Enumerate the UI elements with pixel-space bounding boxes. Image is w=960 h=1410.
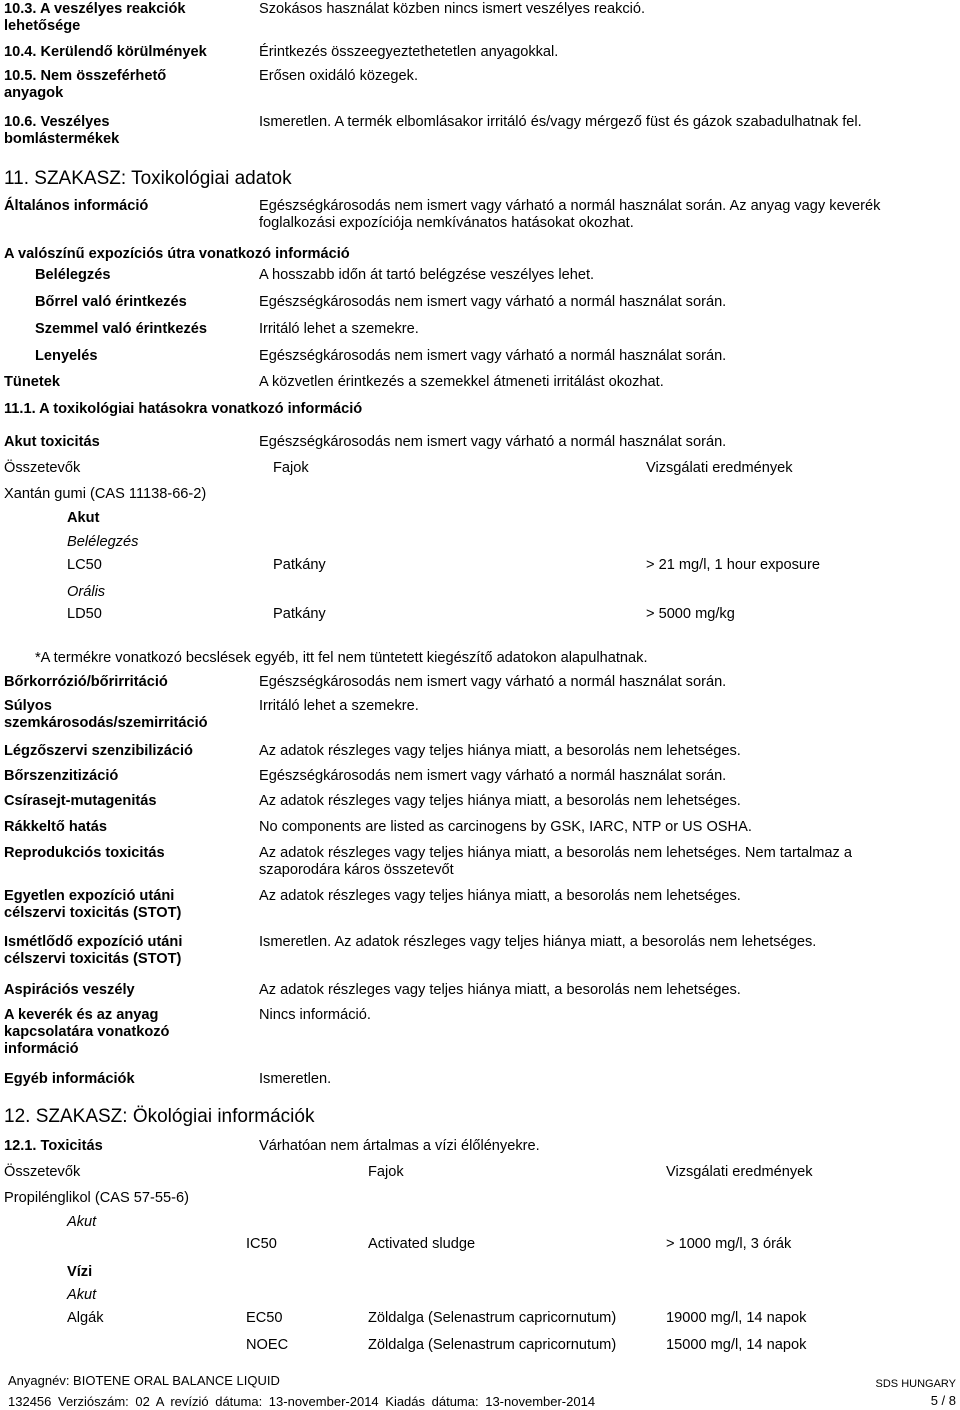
table-component: Xantán gumi (CAS 11138-66-2) (4, 486, 207, 502)
hazard-value: Az adatok részleges vagy teljes hiánya miatt, a besorolás nem lehetséges. Nem tartalmaz a szaporodára káros összetevőt (259, 845, 852, 878)
route-label: Belélegzés (35, 267, 111, 283)
s10-r6-value: Ismeretlen. A termék elbomlásakor irritáló és/vagy mérgező füst és gázok szabadulhatnak fel. (259, 114, 862, 130)
s12-heading: 12. SZAKASZ: Ökológiai információk (4, 1106, 315, 1127)
symptoms-value: A közvetlen érintkezés a szemekkel átmeneti irritálást okozhat. (259, 374, 664, 390)
footer-sds: SDS HUNGARY (875, 1378, 956, 1390)
exposure-heading: A valószínű expozíciós útra vonatkozó információ (4, 246, 350, 262)
toxicity-label: 12.1. Toxicitás (4, 1138, 103, 1154)
eco-component: Propilénglikol (CAS 57-55-6) (4, 1190, 189, 1206)
route-value: Egészségkárosodás nem ismert vagy várható a normál használat során. (259, 294, 727, 310)
table-lc50-species: Patkány (273, 557, 326, 573)
hazard-value: Az adatok részleges vagy teljes hiánya miatt, a besorolás nem lehetséges. (259, 888, 741, 904)
hazard-value: Az adatok részleges vagy teljes hiánya miatt, a besorolás nem lehetséges. (259, 743, 741, 759)
effects-heading: 11.1. A toxikológiai hatásokra vonatkozó információ (4, 401, 363, 417)
eco-col-components: Összetevők (4, 1164, 81, 1180)
hazard-label: Ismétlődő expozíció utáni célszervi toxicitás (STOT) (4, 934, 183, 967)
hazard-value: Az adatok részleges vagy teljes hiánya miatt, a besorolás nem lehetséges. (259, 793, 741, 809)
eco-noec-result: 15000 mg/l, 14 napok (666, 1337, 807, 1353)
hazard-label: Bőrszenzitizáció (4, 768, 119, 784)
acute-value: Egészségkárosodás nem ismert vagy várható a normál használat során. (259, 434, 727, 450)
eco-acute-2: Akut (67, 1287, 97, 1303)
hazard-value: Ismeretlen. Az adatok részleges vagy teljes hiánya miatt, a besorolás nem lehetséges. (259, 934, 817, 950)
table-ld50: LD50 (67, 606, 102, 622)
table-inhalation: Belélegzés (67, 534, 139, 550)
hazard-value: Ismeretlen. (259, 1071, 332, 1087)
table-lc50-result: > 21 mg/l, 1 hour exposure (646, 557, 821, 573)
hazard-label: Csírasejt-mutagenitás (4, 793, 157, 809)
acute-label: Akut toxicitás (4, 434, 100, 450)
route-value: Irritáló lehet a szemekre. (259, 321, 419, 337)
s10-r3-label: 10.3. A veszélyes reakciók lehetősége (4, 1, 186, 34)
table-oral: Orális (67, 584, 106, 600)
estimate-note: *A termékre vonatkozó becslések egyéb, itt fel nem tüntetett kiegészítő adatokon alapulhatnak. (35, 650, 648, 666)
table-col-components: Összetevők (4, 460, 81, 476)
general-value: Egészségkárosodás nem ismert vagy várható a normál használat során. Az anyag vagy keverék foglalkozási expozíciója nemkívánatos hatásokat okozhat. (259, 198, 881, 231)
route-value: A hosszabb időn át tartó belégzése veszélyes lehet. (259, 267, 595, 283)
hazard-value: Egészségkárosodás nem ismert vagy várható a normál használat során. (259, 674, 727, 690)
eco-ic50-result: > 1000 mg/l, 3 órák (666, 1236, 792, 1252)
eco-col-species: Fajok (368, 1164, 404, 1180)
hazard-value: No components are listed as carcinogens by GSK, IARC, NTP or US OSHA. (259, 819, 752, 835)
hazard-label: Rákkeltő hatás (4, 819, 108, 835)
hazard-value: Irritáló lehet a szemekre. (259, 698, 419, 714)
hazard-label: Súlyos szemkárosodás/szemirritáció (4, 698, 208, 731)
s10-r4-value: Érintkezés összeegyeztethetetlen anyagokkal. (259, 44, 559, 60)
s10-r6-label: 10.6. Veszélyes bomlástermékek (4, 114, 120, 147)
eco-ic50-species: Activated sludge (368, 1236, 476, 1252)
hazard-label: Aspirációs veszély (4, 982, 135, 998)
route-label: Szemmel való érintkezés (35, 321, 207, 337)
hazard-label: Egyetlen expozíció utáni célszervi toxicitás (STOT) (4, 888, 182, 921)
hazard-value: Nincs információ. (259, 1007, 371, 1023)
table-ld50-result: > 5000 mg/kg (646, 606, 735, 622)
route-label: Lenyelés (35, 348, 98, 364)
eco-noec: NOEC (246, 1337, 289, 1353)
hazard-label: Bőrkorrózió/bőrirritáció (4, 674, 168, 690)
toxicity-value: Várhatóan nem ártalmas a vízi élőlényekre. (259, 1138, 540, 1154)
hazard-label: A keverék és az anyag kapcsolatára vonatkozó információ (4, 1007, 170, 1057)
footer-product: Anyagnév: BIOTENE ORAL BALANCE LIQUID (8, 1373, 280, 1388)
eco-ec50-result: 19000 mg/l, 14 napok (666, 1310, 807, 1326)
table-acute: Akut (67, 510, 100, 526)
s10-r4-label: 10.4. Kerülendő körülmények (4, 44, 207, 60)
eco-col-results: Vizsgálati eredmények (666, 1164, 813, 1180)
s10-r5-label: 10.5. Nem összeférhető anyagok (4, 68, 167, 101)
eco-algae: Algák (67, 1310, 104, 1326)
hazard-label: Egyéb információk (4, 1071, 135, 1087)
symptoms-label: Tünetek (4, 374, 60, 390)
eco-aquatic: Vízi (67, 1264, 93, 1280)
table-lc50: LC50 (67, 557, 102, 573)
s10-r5-value: Erősen oxidáló közegek. (259, 68, 419, 84)
eco-ic50: IC50 (246, 1236, 277, 1252)
eco-ec50-species: Zöldalga (Selenastrum capricornutum) (368, 1310, 617, 1326)
table-col-species: Fajok (273, 460, 309, 476)
hazard-label: Légzőszervi szenzibilizáció (4, 743, 193, 759)
hazard-value: Az adatok részleges vagy teljes hiánya miatt, a besorolás nem lehetséges. (259, 982, 741, 998)
eco-ec50: EC50 (246, 1310, 283, 1326)
eco-noec-species: Zöldalga (Selenastrum capricornutum) (368, 1337, 617, 1353)
route-label: Bőrrel való érintkezés (35, 294, 187, 310)
s11-heading: 11. SZAKASZ: Toxikológiai adatok (4, 168, 292, 189)
s10-r3-value: Szokásos használat közben nincs ismert veszélyes reakció. (259, 1, 646, 17)
table-ld50-species: Patkány (273, 606, 326, 622)
route-value: Egészségkárosodás nem ismert vagy várható a normál használat során. (259, 348, 727, 364)
hazard-value: Egészségkárosodás nem ismert vagy várható a normál használat során. (259, 768, 727, 784)
table-col-results: Vizsgálati eredmények (646, 460, 793, 476)
general-label: Általános információ (4, 198, 149, 214)
footer-info: 132456 Verziószám: 02 A revízió dátuma: 13-november-2014 Kiadás dátuma: 13-november-2014 (8, 1394, 596, 1409)
eco-acute: Akut (67, 1214, 97, 1230)
footer-page-number: 5 / 8 (930, 1393, 956, 1408)
hazard-label: Reprodukciós toxicitás (4, 845, 165, 861)
